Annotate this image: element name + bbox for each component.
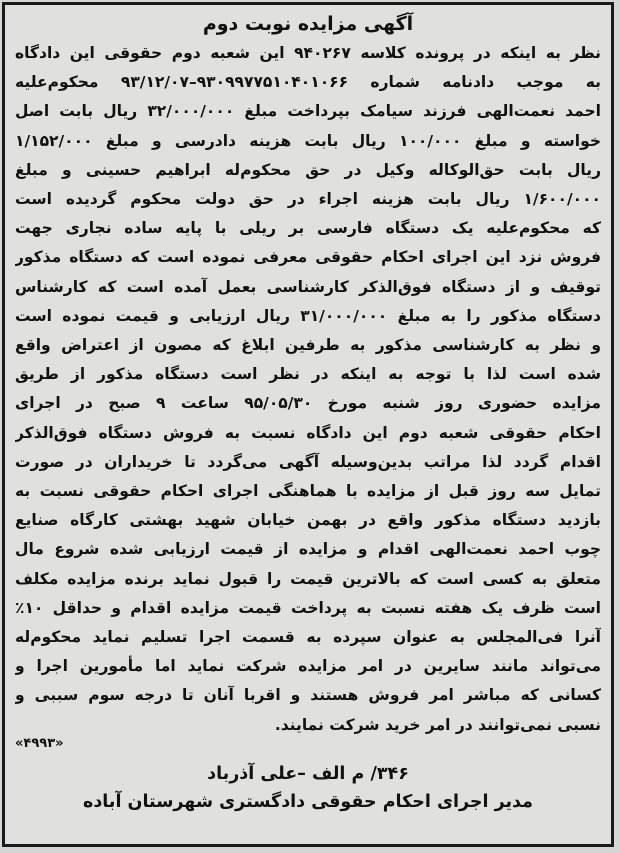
notice-line: به موجب دادنامه شماره ۹۳۰۹۹۷۷۵۱۰۴۰۱۰۶۶–۹۳/۱۲/۰۷ محکوم‌علیه <box>15 73 601 92</box>
notice-line: احکام حقوقی شعبه دوم این دادگاه نسبت به فروش دستگاه فوق‌الذکر <box>15 423 601 442</box>
notice-line: که محکوم‌علیه یک دستگاه فارسی بر ریلی با پایه ساده نجاری جهت <box>15 219 601 238</box>
notice-line: دستگاه مذکور را به مبلغ ۳۱/۰۰۰/۰۰۰ ریال ارزیابی و قیمت نموده است <box>15 306 601 325</box>
notice-line: فروش نزد این اجرای احکام حقوقی معرفی نموده است که دستگاه مذکور <box>15 248 601 267</box>
notice-line: مزایده حضوری روز شنبه مورخ ۹۵/۰۵/۳۰ ساعت ۹ صبح در اجرای <box>15 394 601 413</box>
notice-line: است ظرف یک هفته نسبت به پرداخت قیمت مزایده اقدام و حداقل ۱۰٪ <box>15 598 601 617</box>
notice-line: چوب احمد نعمت‌الهی اقدام و مزایده از قیمت ارزیابی شده شروع مال <box>15 540 601 559</box>
notice-line: شده است لذا با توجه به اینکه در نظر است دستگاه مذکور از طریق <box>15 365 601 384</box>
notice-line: می‌تواند مانند سایرین در امر مزایده شرکت نماید اما مأمورین اجرا و <box>15 657 601 676</box>
notice-line: آنرا فی‌المجلس به عنوان سپرده به قسمت اجرا تسلیم نماید محکوم‌له <box>15 628 601 647</box>
notice-line: متعلق به کسی است که بالاترین قیمت را قبول نماید برنده مزایده مکلف <box>15 569 601 588</box>
notice-body <box>15 39 601 740</box>
signature-line: ۳۴۶/ م الف –علی آذرباد <box>207 763 409 784</box>
notice-line: احمد نعمت‌الهی فرزند سیامک بپرداخت مبلغ ۳۲/۰۰۰/۰۰۰ ریال بابت اصل <box>15 102 601 121</box>
notice-line: بازدید دستگاه مذکور واقع در بهمن خیابان شهید بهشتی کارگاه صنایع <box>15 511 601 530</box>
notice-line: نسبی نمی‌توانند در امر خرید شرکت نمایند. <box>274 715 601 734</box>
notice-line: تمایل سه روز قبل از مزایده با هماهنگی اجرای احکام حقوقی نسبت به <box>15 482 601 501</box>
notice-line: ریال بابت حق‌الوکاله وکیل در حق محکوم‌له ابراهیم حسینی و مبلغ <box>15 160 601 179</box>
notice-line: اقدام گردد لذا مراتب بدین‌وسیله آگهی می‌گردد تا خریداران در صورت <box>15 452 601 471</box>
notice-line: نظر به اینکه در پرونده کلاسه ۹۴۰۲۶۷ این شعبه دوم حقوقی این دادگاه <box>15 44 601 62</box>
auction-notice <box>2 2 614 847</box>
reference-code: «۴۹۹۳» <box>15 735 64 751</box>
notice-title: آگهی مزایده نوبت دوم <box>202 13 414 35</box>
notice-line: و نظر به کارشناسی مذکور به طرفین ابلاغ که مصون از اعتراض واقع <box>15 336 601 355</box>
notice-line: کسانی که مباشر امر فروش هستند و اقربا آنان تا درجه سوم سببی و <box>15 686 601 705</box>
notice-line: توقیف و از دستگاه فوق‌الذکر کارشناسی بعمل آمده است که کارشناس <box>15 277 601 296</box>
notice-line: ۱/۶۰۰/۰۰۰ ریال بابت هزینه اجراء در حق دولت محکوم گردیده است <box>15 190 601 209</box>
notice-line: خواسته و مبلغ ۱۰۰/۰۰۰ ریال بابت هزینه دادرسی و مبلغ ۱/۱۵۲/۰۰۰ <box>15 131 601 150</box>
office-line: مدیر اجرای احکام حقوقی دادگستری شهرستان آباده <box>83 791 533 812</box>
